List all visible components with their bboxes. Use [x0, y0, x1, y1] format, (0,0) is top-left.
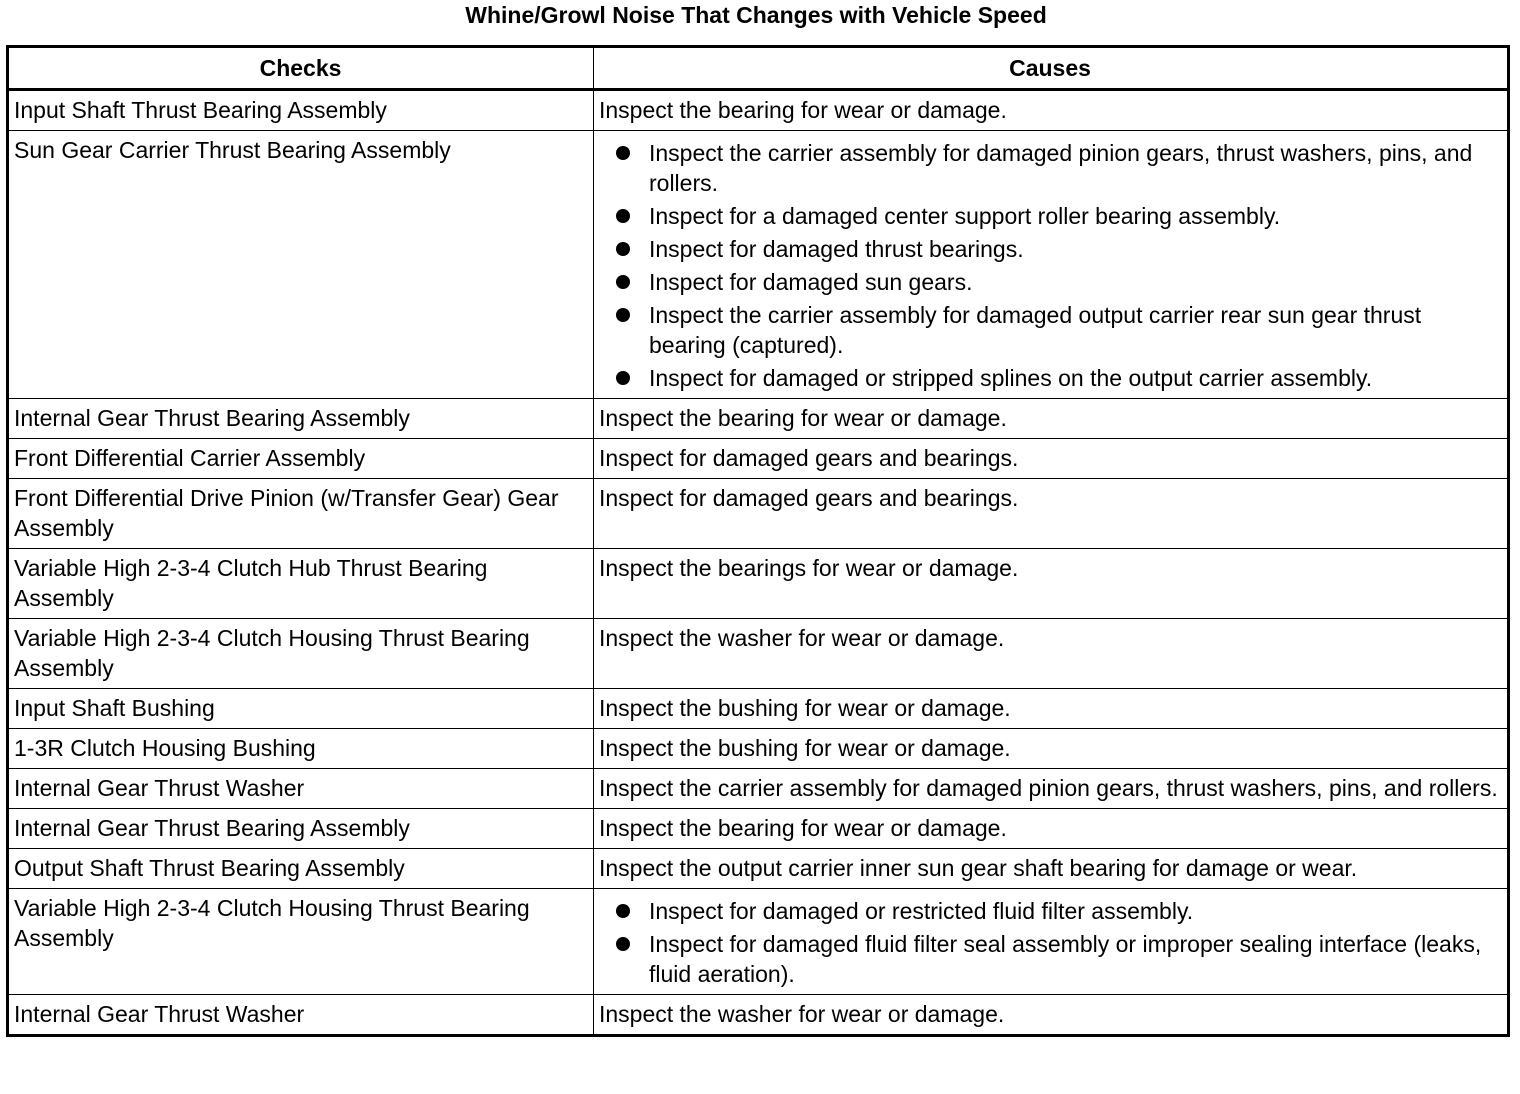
cause-bullet-item: Inspect for damaged or restricted fluid filter assembly.: [599, 896, 1501, 926]
cause-cell: Inspect the washer for wear or damage.: [594, 619, 1509, 689]
check-cell: Internal Gear Thrust Washer: [8, 995, 594, 1036]
table-row: [8, 479, 1509, 549]
check-cell: Variable High 2-3-4 Clutch Housing Thrust Bearing Assembly: [8, 619, 594, 689]
cause-cell: Inspect the washer for wear or damage.: [594, 995, 1509, 1036]
check-cell: 1-3R Clutch Housing Bushing: [8, 729, 594, 769]
check-cell: Variable High 2-3-4 Clutch Housing Thrust Bearing Assembly: [8, 889, 594, 995]
table-row: [8, 889, 1509, 995]
header-checks: Checks: [8, 47, 594, 90]
cause-bullet-list: [599, 896, 1501, 989]
cause-bullet-item: Inspect the carrier assembly for damaged output carrier rear sun gear thrust bearing (captured).: [599, 300, 1501, 360]
table-row: [8, 549, 1509, 619]
check-cell: Front Differential Drive Pinion (w/Transfer Gear) Gear Assembly: [8, 479, 594, 549]
cause-cell: Inspect the carrier assembly for damaged pinion gears, thrust washers, pins, and rollers.: [594, 769, 1509, 809]
table-row: [8, 619, 1509, 689]
cause-cell: Inspect for damaged gears and bearings.: [594, 439, 1509, 479]
cause-cell: Inspect for damaged gears and bearings.: [594, 479, 1509, 549]
cause-bullet-item: Inspect for a damaged center support roller bearing assembly.: [599, 201, 1501, 231]
cause-cell: Inspect the bushing for wear or damage.: [594, 689, 1509, 729]
table-row: [8, 809, 1509, 849]
cause-cell: [594, 131, 1509, 399]
check-cell: Sun Gear Carrier Thrust Bearing Assembly: [8, 131, 594, 399]
check-cell: Internal Gear Thrust Bearing Assembly: [8, 399, 594, 439]
check-cell: Input Shaft Thrust Bearing Assembly: [8, 90, 594, 131]
check-cell: Output Shaft Thrust Bearing Assembly: [8, 849, 594, 889]
cause-cell: Inspect the output carrier inner sun gear shaft bearing for damage or wear.: [594, 849, 1509, 889]
table-row: [8, 439, 1509, 479]
check-cell: Input Shaft Bushing: [8, 689, 594, 729]
cause-cell: Inspect the bearing for wear or damage.: [594, 809, 1509, 849]
table-row: [8, 131, 1509, 399]
cause-bullet-item: Inspect for damaged or stripped splines on the output carrier assembly.: [599, 363, 1501, 393]
cause-bullet-item: Inspect for damaged sun gears.: [599, 267, 1501, 297]
check-cell: Internal Gear Thrust Bearing Assembly: [8, 809, 594, 849]
cause-cell: [594, 889, 1509, 995]
table-header-row: [8, 47, 1509, 90]
table-row: [8, 729, 1509, 769]
cause-cell: Inspect the bearing for wear or damage.: [594, 90, 1509, 131]
document-title: Whine/Growl Noise That Changes with Vehicle Speed: [465, 2, 1047, 28]
cause-bullet-item: Inspect the carrier assembly for damaged pinion gears, thrust washers, pins, and rollers.: [599, 138, 1501, 198]
cause-cell: Inspect the bearings for wear or damage.: [594, 549, 1509, 619]
table-row: [8, 399, 1509, 439]
table-row: [8, 689, 1509, 729]
diagnostic-table: [6, 45, 1510, 1037]
cause-bullet-list: [599, 138, 1501, 393]
table-row: [8, 90, 1509, 131]
table-row: [8, 769, 1509, 809]
check-cell: Internal Gear Thrust Washer: [8, 769, 594, 809]
cause-bullet-item: Inspect for damaged thrust bearings.: [599, 234, 1501, 264]
table-row: [8, 849, 1509, 889]
cause-cell: Inspect the bearing for wear or damage.: [594, 399, 1509, 439]
table-row: [8, 995, 1509, 1036]
cause-bullet-item: Inspect for damaged fluid filter seal assembly or improper sealing interface (leaks, fluid aeration).: [599, 929, 1501, 989]
check-cell: Front Differential Carrier Assembly: [8, 439, 594, 479]
header-causes: Causes: [594, 47, 1509, 90]
cause-cell: Inspect the bushing for wear or damage.: [594, 729, 1509, 769]
check-cell: Variable High 2-3-4 Clutch Hub Thrust Bearing Assembly: [8, 549, 594, 619]
